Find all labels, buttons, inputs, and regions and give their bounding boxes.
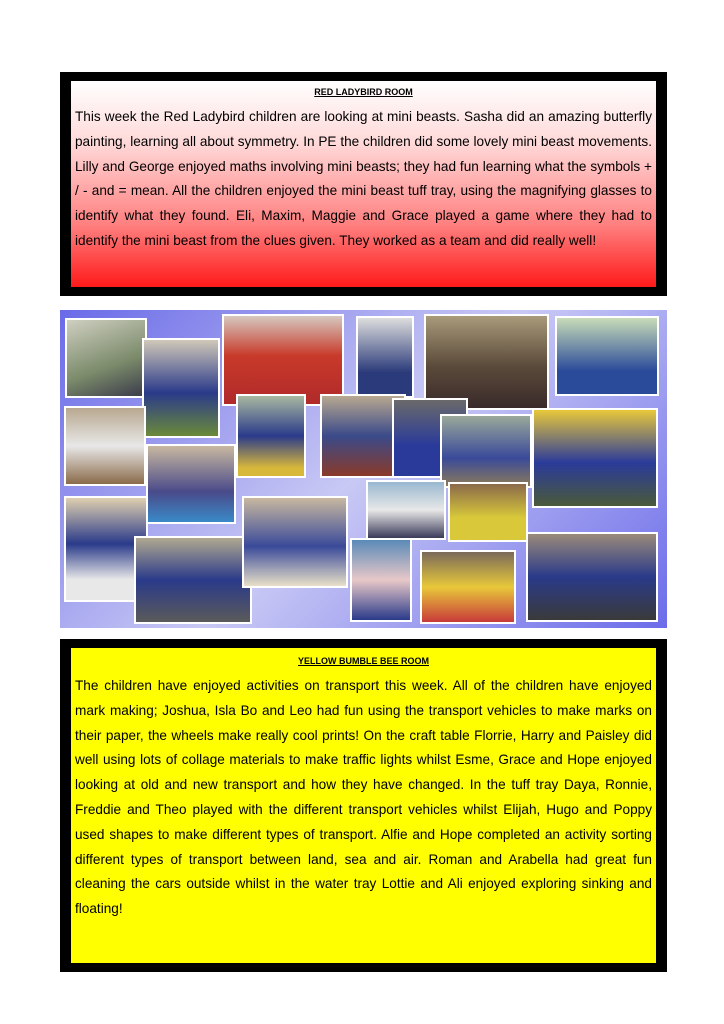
collage-photo bbox=[242, 496, 348, 588]
yellow-bumble-bee-room-text: The children have enjoyed activities on transport this week. All of the children have enjoyed mark making; Joshua, Isla Bo and Leo had fun using the transport vehicles to make marks on their paper, the wheels make really cool prints! On the craft table Florrie, Harry and Paisley did well using lots of collage materials to make traffic lights whilst Esme, Grace and Hope enjoyed looking at old and new transport and how they have changed. In the tuff tray Daya, Ronnie, Freddie and Theo played with the different transport vehicles whilst Elijah, Hugo and Poppy used shapes to make different types of transport. Alfie and Hope completed an activity sorting different types of transport between land, sea and air. Roman and Arabella had great fun cleaning the cars outside whilst in the water tray Lottie and Ali enjoyed exploring sinking and floating! bbox=[75, 678, 652, 917]
collage-photo bbox=[142, 338, 220, 438]
collage-photo bbox=[448, 482, 528, 542]
collage-photo bbox=[146, 444, 236, 524]
collage-photo bbox=[134, 536, 252, 624]
collage-photo bbox=[64, 406, 146, 486]
red-ladybird-room-text: This week the Red Ladybird children are looking at mini beasts. Sasha did an amazing butterfly painting, learning all about symmetry. In PE the children did some lovely mini beast movements. Lilly and George enjoyed maths involving mini beasts; they had fun learning what the symbols + / - and = mean. All the children enjoyed the mini beast tuff tray, using the magnifying glasses to identify what they found. Eli, Maxim, Maggie and Grace played a game where they had to identify the mini beast from the clues given. They worked as a team and did really well! bbox=[75, 109, 652, 248]
collage-photo bbox=[555, 316, 659, 396]
yellow-bumble-bee-room-content bbox=[71, 648, 656, 963]
collage-photo bbox=[366, 480, 446, 540]
yellow-bumble-bee-room-panel bbox=[60, 639, 667, 972]
collage-photo bbox=[222, 314, 344, 406]
collage-photo bbox=[424, 314, 549, 410]
collage-photo bbox=[236, 394, 306, 478]
yellow-bumble-bee-room-title: YELLOW BUMBLE BEE ROOM bbox=[298, 656, 429, 666]
red-ladybird-room-content bbox=[71, 81, 656, 287]
red-ladybird-room-panel bbox=[60, 72, 667, 296]
collage-photo bbox=[526, 532, 658, 622]
collage-photo bbox=[65, 318, 147, 398]
collage-photo bbox=[356, 316, 414, 398]
photo-collage bbox=[60, 310, 667, 628]
collage-photo bbox=[350, 538, 412, 622]
collage-photo bbox=[532, 408, 658, 508]
red-ladybird-room-title: RED LADYBIRD ROOM bbox=[314, 87, 413, 97]
collage-photo bbox=[420, 550, 516, 624]
collage-photo bbox=[440, 414, 532, 488]
